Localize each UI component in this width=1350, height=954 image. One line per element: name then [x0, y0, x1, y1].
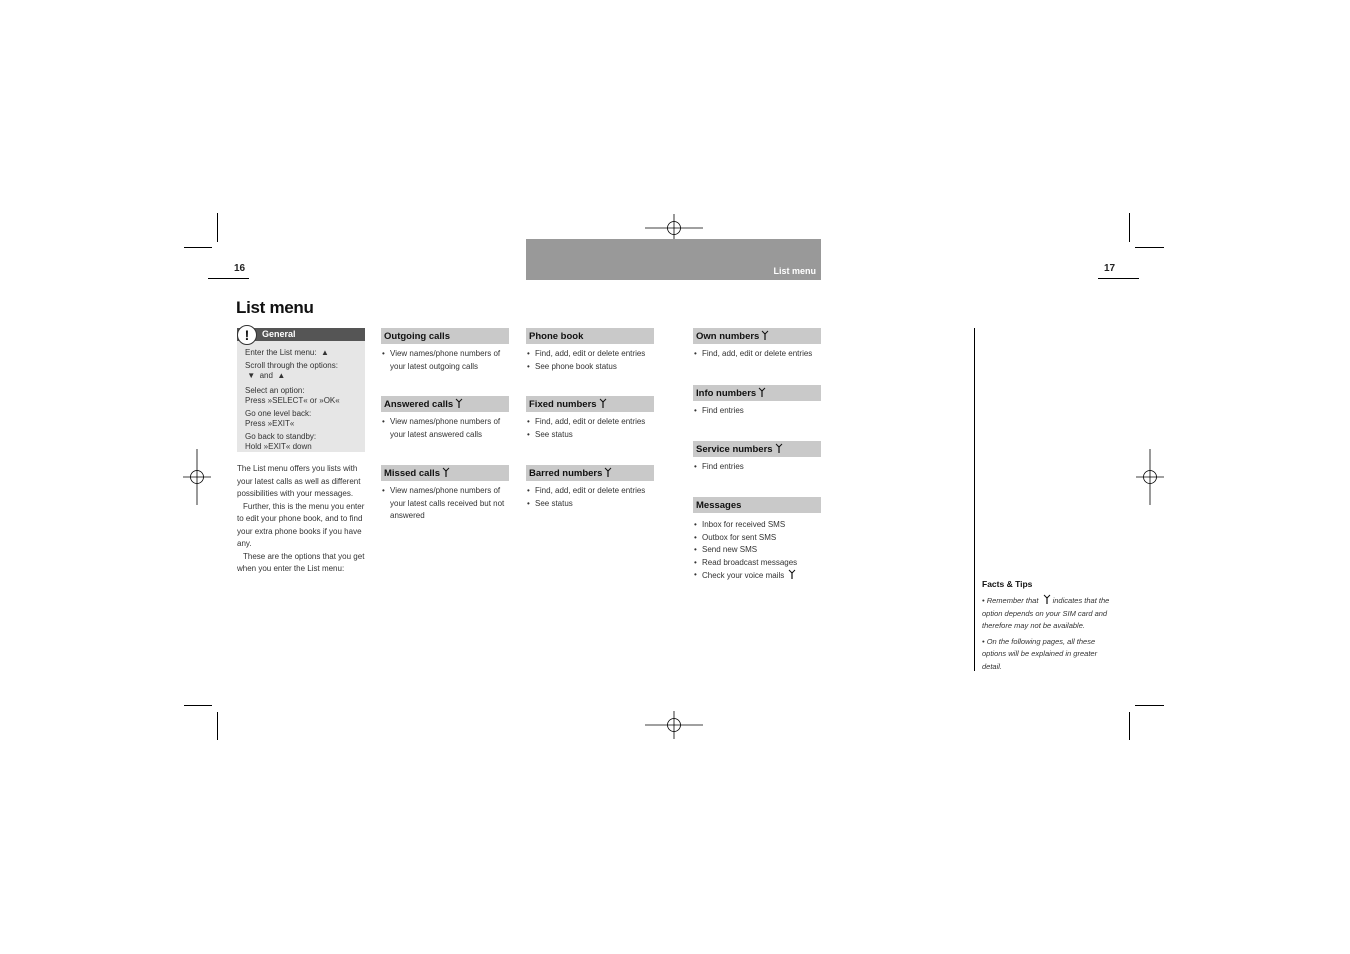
registration-mark-right [1136, 449, 1164, 505]
running-header-label: List menu [773, 266, 816, 276]
section-title: Info numbers [693, 385, 821, 401]
sim-antenna-icon [761, 330, 769, 340]
intro-paragraph: The List menu offers you lists with your latest calls as well as different possibilities with your messages. [237, 464, 361, 498]
facts-title: Facts & Tips [982, 579, 1033, 589]
general-label: General [262, 329, 296, 339]
crop-mark [1129, 712, 1130, 740]
page-number-rule-left [208, 278, 249, 279]
section-title: Fixed numbers [526, 396, 654, 412]
up-arrow-icon: ▲ [321, 348, 329, 357]
sim-antenna-icon [1043, 594, 1051, 604]
instruction-standby: Go back to standby: Hold »EXIT« down [245, 432, 317, 451]
list-item: • View names/phone numbers of your latest answered calls [381, 416, 509, 441]
sim-antenna-icon [788, 569, 796, 579]
section-title: Outgoing calls [381, 328, 509, 344]
page-title: List menu [236, 298, 314, 317]
sim-antenna-icon [442, 467, 450, 477]
general-instructions [245, 348, 363, 455]
crop-mark [1129, 213, 1130, 242]
instruction-scroll: Scroll through the options: ▼ and ▲ [245, 361, 338, 380]
page-number-left: 16 [234, 263, 246, 274]
crop-mark [1135, 705, 1164, 706]
section-own-numbers [693, 328, 821, 361]
tip: • On the following pages, all these options will be explained in greater detail. [982, 636, 1098, 671]
section-messages [693, 497, 821, 583]
list-item: • Find, add, edit or delete entries [526, 416, 654, 429]
sim-antenna-icon [455, 398, 463, 408]
sim-antenna-icon [758, 387, 766, 397]
list-item: • Find entries [693, 405, 821, 418]
sidebar-rule [974, 328, 975, 671]
registration-mark-bottom [645, 711, 703, 739]
section-title: Answered calls [381, 396, 509, 412]
page-number-right: 17 [1104, 263, 1116, 274]
intro-text [237, 463, 367, 576]
registration-mark-left [183, 449, 211, 505]
down-arrow-icon: ▼ [247, 371, 256, 380]
instruction-enter: Enter the List menu: ▲ [245, 348, 329, 357]
list-item: • Check your voice mails [693, 569, 821, 583]
section-service-numbers [693, 441, 821, 474]
list-item: • Find entries [693, 461, 821, 474]
section-title: Phone book [526, 328, 654, 344]
tip: • Remember that indicates that the option depends on your SIM card and therefore may not be available. [982, 596, 1110, 630]
section-answered-calls [381, 396, 509, 441]
section-title: Missed calls [381, 465, 509, 481]
list-item: • Find, add, edit or delete entries [693, 348, 821, 361]
list-item: • Find, add, edit or delete entries [526, 485, 654, 498]
sim-antenna-icon [604, 467, 612, 477]
sim-antenna-icon [775, 443, 783, 453]
up-arrow-icon: ▲ [277, 371, 286, 380]
intro-paragraph: These are the options that you get when you enter the List menu: [237, 551, 365, 573]
list-item: • Inbox for received SMS [693, 519, 821, 532]
sim-antenna-icon [599, 398, 607, 408]
section-title: Barred numbers [526, 465, 654, 481]
list-item: • Send new SMS [693, 544, 821, 557]
crop-mark [217, 213, 218, 242]
section-phone-book [526, 328, 654, 373]
crop-mark [184, 705, 212, 706]
crop-mark [184, 247, 212, 248]
section-title: Service numbers [693, 441, 821, 457]
intro-paragraph: Further, this is the menu you enter to edit your phone book, and to find your extra phone books if you have any. [237, 501, 365, 548]
running-header [526, 239, 821, 280]
section-outgoing-calls [381, 328, 509, 373]
exclamation-icon: ! [237, 325, 257, 345]
section-title: Messages [693, 497, 821, 513]
crop-mark [1135, 247, 1164, 248]
list-item: • See status [526, 429, 654, 442]
list-item: • View names/phone numbers of your latest calls received but not answered [381, 485, 509, 523]
list-item: • Find, add, edit or delete entries [526, 348, 654, 361]
instruction-back: Go one level back: Press »EXIT« [245, 409, 312, 428]
list-item: • Outbox for sent SMS [693, 532, 821, 545]
instruction-select: Select an option: Press »SELECT« or »OK« [245, 386, 340, 405]
page-number-rule-right [1098, 278, 1139, 279]
list-item: • View names/phone numbers of your latest outgoing calls [381, 348, 509, 373]
section-info-numbers [693, 385, 821, 418]
list-item: • See status [526, 498, 654, 511]
general-box [237, 328, 365, 452]
section-title: Own numbers [693, 328, 821, 344]
list-item: • See phone book status [526, 361, 654, 374]
section-barred-numbers [526, 465, 654, 510]
section-missed-calls [381, 465, 509, 523]
section-fixed-numbers [526, 396, 654, 441]
registration-mark-top [645, 214, 703, 242]
list-item: • Read broadcast messages [693, 557, 821, 570]
crop-mark [217, 712, 218, 740]
facts-and-tips [982, 579, 1112, 676]
